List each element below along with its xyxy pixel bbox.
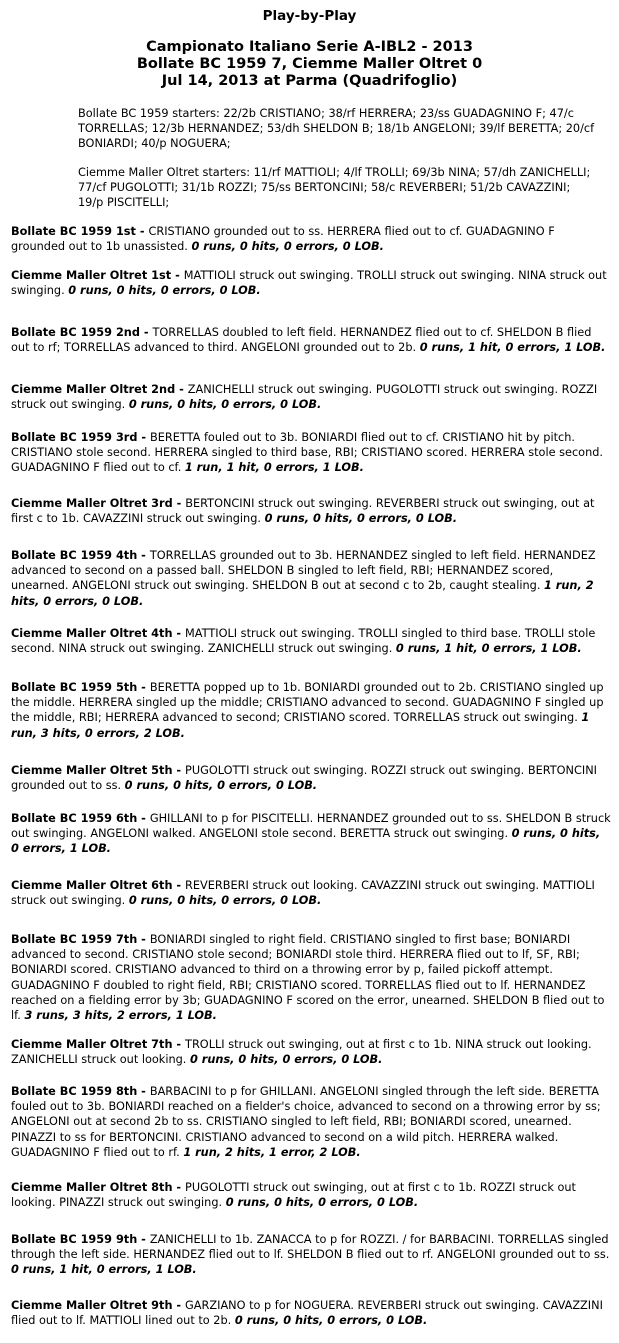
- inning-summary: 0 runs, 0 hits, 0 errors, 1 LOB.: [11, 827, 601, 856]
- inning-team-label: Bollate BC 1959 6th -: [11, 812, 150, 825]
- inning-team-label: Ciemme Maller Oltret 9th -: [11, 1299, 186, 1312]
- inning-paragraph: [11, 325, 611, 355]
- inning-summary: 3 runs, 3 hits, 2 errors, 1 LOB.: [24, 1009, 217, 1023]
- inning-plays: ZANICHELLI struck out swinging. PUGOLOTTI struck out swinging. ROZZI struck out swinging.: [11, 383, 598, 412]
- inning-team-label: Bollate BC 1959 3rd -: [11, 431, 151, 444]
- game-header: [0, 39, 619, 90]
- inning-summary: 0 runs, 1 hit, 0 errors, 1 LOB.: [395, 642, 582, 656]
- page-title: Play-by-Play: [262, 8, 357, 24]
- inning-team-label: Bollate BC 1959 2nd -: [11, 326, 153, 339]
- inning-plays: MATTIOLI struck out swinging. TROLLI struck out swinging. NINA struck out swinging.: [11, 269, 607, 298]
- inning-team-label: Bollate BC 1959 8th -: [11, 1085, 150, 1098]
- inning-paragraph: [11, 1180, 611, 1210]
- inning-plays: TORRELLAS grounded out to 3b. HERNANDEZ singled to left field. HERNANDEZ advanced to second on a passed ball. SHELDON B singled to left field, RBI; HERNANDEZ scored, unearned. ANGELONI struck out swinging. SHELDON B out at second c to 2b, caught stealing.: [11, 549, 596, 593]
- inning-team-label: Bollate BC 1959 4th -: [11, 549, 150, 562]
- inning-plays: BONIARDI singled to right field. CRISTIANO singled to first base; BONIARDI advanced to second. CRISTIANO stole second; BONIARDI stole third. HERRERA flied out to lf, SF, RBI; BONIARDI scored. CRISTIANO advanced to third on a throwing error by p, failed pickoff attempt. GUADAGNINO F doubled to right field, RBI; CRISTIANO scored. TORRELLAS flied out to lf. HERNANDEZ reached on a fielding error by 3b; GUADAGNINO F scored on the error, unearned. SHELDON B flied out to lf.: [11, 933, 605, 1023]
- inning-plays: BARBACINI to p for GHILLANI. ANGELONI singled through the left side. BERETTA fouled out to 3b. BONIARDI reached on a fielder's choice, advanced to second on a throwing error by ss; ANGELONI out at second 2b to ss. CRISTIANO singled to left field, RBI; BONIARDI scored, unearned. PINAZZI to ss for BERTONCINI. CRISTIANO advanced to second on a wild pitch. HERRERA walked. GUADAGNINO F flied out to rf.: [11, 1085, 601, 1159]
- inning-summary: 0 runs, 0 hits, 0 errors, 0 LOB.: [128, 398, 322, 412]
- inning-plays: TORRELLAS doubled to left field. HERNANDEZ flied out to cf. SHELDON B flied out to rf; TORRELLAS advanced to third. ANGELONI grounded out to 2b.: [11, 326, 592, 355]
- inning-plays: BERETTA popped up to 1b. BONIARDI grounded out to 2b. CRISTIANO singled up the middle. HERRERA singled up the middle; CRISTIANO advanced to second. GUADAGNINO F singled up the middle, RBI; HERRERA advanced to second; CRISTIANO scored. TORRELLAS struck out swinging.: [11, 681, 604, 725]
- inning-plays: TROLLI struck out swinging, out at first c to 1b. NINA struck out looking. ZANICHELLI struck out looking.: [11, 1038, 592, 1067]
- home-starters: Bollate BC 1959 starters: 22/2b CRISTIANO; 38/rf HERRERA; 23/ss GUADAGNINO F; 47/c TORRELLAS; 12/3b HERNANDEZ; 53/dh SHELDON B; 18/1b ANGELONI; 39/lf BERETTA; 20/cf BONIARDI; 40/p NOGUERA;: [78, 107, 595, 150]
- inning-summary: 0 runs, 1 hit, 0 errors, 1 LOB.: [11, 1263, 197, 1277]
- inning-paragraph: [11, 626, 611, 656]
- inning-team-label: Ciemme Maller Oltret 2nd -: [11, 383, 188, 396]
- inning-plays: REVERBERI struck out looking. CAVAZZINI struck out swinging. MATTIOLI struck out swinging.: [11, 879, 595, 908]
- inning-summary: 0 runs, 0 hits, 0 errors, 0 LOB.: [68, 284, 261, 298]
- inning-plays: PUGOLOTTI struck out swinging. ROZZI struck out swinging. BERTONCINI grounded out to ss.: [11, 764, 597, 793]
- inning-plays: BERTONCINI struck out swinging. REVERBERI struck out swinging, out at first c to 1b. CAVAZZINI struck out swinging.: [11, 497, 595, 526]
- inning-summary: 0 runs, 0 hits, 0 errors, 0 LOB.: [128, 894, 322, 908]
- inning-summary: 0 runs, 0 hits, 0 errors, 0 LOB.: [190, 1053, 383, 1067]
- inning-summary: 1 run, 2 hits, 0 errors, 0 LOB.: [11, 579, 594, 608]
- inning-team-label: Ciemme Maller Oltret 3rd -: [11, 497, 186, 510]
- inning-summary: 0 runs, 0 hits, 0 errors, 0 LOB.: [264, 512, 457, 526]
- inning-paragraph: [11, 1298, 611, 1328]
- date-location: Jul 14, 2013 at Parma (Quadrifoglio): [161, 73, 458, 89]
- inning-team-label: Ciemme Maller Oltret 8th -: [11, 1181, 186, 1194]
- inning-paragraph: [11, 1232, 611, 1278]
- inning-summary: 0 runs, 0 hits, 0 errors, 0 LOB.: [225, 1196, 419, 1210]
- inning-paragraph: [11, 878, 611, 908]
- inning-plays: GARZIANO to p for NOGUERA. REVERBERI struck out swinging. CAVAZZINI flied out to lf. MATTIOLI lined out to 2b.: [11, 1299, 603, 1328]
- inning-team-label: Ciemme Maller Oltret 4th -: [11, 627, 186, 640]
- inning-team-label: Ciemme Maller Oltret 6th -: [11, 879, 186, 892]
- inning-paragraph: [11, 680, 611, 741]
- inning-plays: MATTIOLI struck out swinging. TROLLI singled to third base. TROLLI stole second. NINA struck out swinging. ZANICHELLI struck out swinging.: [11, 627, 596, 656]
- away-starters: Ciemme Maller Oltret starters: 11/rf MATTIOLI; 4/lf TROLLI; 69/3b NINA; 57/dh ZANICHELLI; 77/cf PUGOLOTTI; 31/1b ROZZI; 75/ss BERTONCINI; 58/c REVERBERI; 51/2b CAVAZZINI; 19/p PISCITELLI;: [78, 166, 591, 209]
- inning-paragraph: [11, 1084, 611, 1160]
- inning-paragraph: [11, 382, 611, 412]
- inning-paragraph: [11, 811, 611, 857]
- inning-paragraph: [11, 224, 611, 254]
- inning-summary: 0 runs, 0 hits, 0 errors, 0 LOB.: [124, 779, 318, 793]
- inning-team-label: Ciemme Maller Oltret 1st -: [11, 269, 184, 282]
- inning-summary: 1 run, 1 hit, 0 errors, 1 LOB.: [184, 461, 364, 475]
- league-title: Campionato Italiano Serie A-IBL2 - 2013: [146, 39, 473, 55]
- inning-summary: 0 runs, 0 hits, 0 errors, 0 LOB.: [234, 1314, 428, 1328]
- inning-plays: ZANICHELLI to 1b. ZANACCA to p for ROZZI. / for BARBACINI. TORRELLAS singled through the left side. HERNANDEZ flied out to lf. SHELDON B flied out to rf. ANGELONI grounded out to ss.: [11, 1233, 610, 1262]
- inning-paragraph: [11, 430, 611, 476]
- inning-plays: BERETTA fouled out to 3b. BONIARDI flied out to cf. CRISTIANO hit by pitch. CRISTIANO stole second. HERRERA singled to third base, RBI; CRISTIANO scored. HERRERA stole second. GUADAGNINO F flied out to cf.: [11, 431, 604, 475]
- inning-team-label: Bollate BC 1959 7th -: [11, 933, 150, 946]
- inning-plays: PUGOLOTTI struck out swinging, out at first c to 1b. ROZZI struck out looking. PINAZZI struck out swinging.: [11, 1181, 576, 1210]
- inning-paragraph: [11, 496, 611, 526]
- starters-section: [78, 106, 599, 210]
- inning-team-label: Bollate BC 1959 5th -: [11, 681, 150, 694]
- inning-paragraph: [11, 268, 611, 298]
- inning-summary: 0 runs, 1 hit, 0 errors, 1 LOB.: [419, 341, 606, 355]
- inning-paragraph: [11, 763, 611, 793]
- inning-plays: CRISTIANO grounded out to ss. HERRERA flied out to cf. GUADAGNINO F grounded out to 1b unassisted.: [11, 225, 555, 254]
- inning-team-label: Ciemme Maller Oltret 5th -: [11, 764, 186, 777]
- inning-summary: 1 run, 2 hits, 1 error, 2 LOB.: [183, 1145, 361, 1159]
- inning-summary: 0 runs, 0 hits, 0 errors, 0 LOB.: [191, 240, 384, 254]
- inning-summary: 1 run, 3 hits, 0 errors, 2 LOB.: [11, 711, 590, 740]
- inning-team-label: Ciemme Maller Oltret 7th -: [11, 1038, 186, 1051]
- score-line: Bollate BC 1959 7, Ciemme Maller Oltret 0: [136, 56, 483, 72]
- inning-team-label: Bollate BC 1959 9th -: [11, 1233, 150, 1246]
- inning-team-label: Bollate BC 1959 1st -: [11, 225, 149, 238]
- inning-paragraph: [11, 548, 611, 609]
- inning-paragraph: [11, 932, 611, 1023]
- inning-paragraph: [11, 1037, 611, 1067]
- inning-plays: GHILLANI to p for PISCITELLI. HERNANDEZ grounded out to ss. SHELDON B struck out swinging. ANGELONI walked. ANGELONI stole second. BERETTA struck out swinging.: [11, 812, 611, 841]
